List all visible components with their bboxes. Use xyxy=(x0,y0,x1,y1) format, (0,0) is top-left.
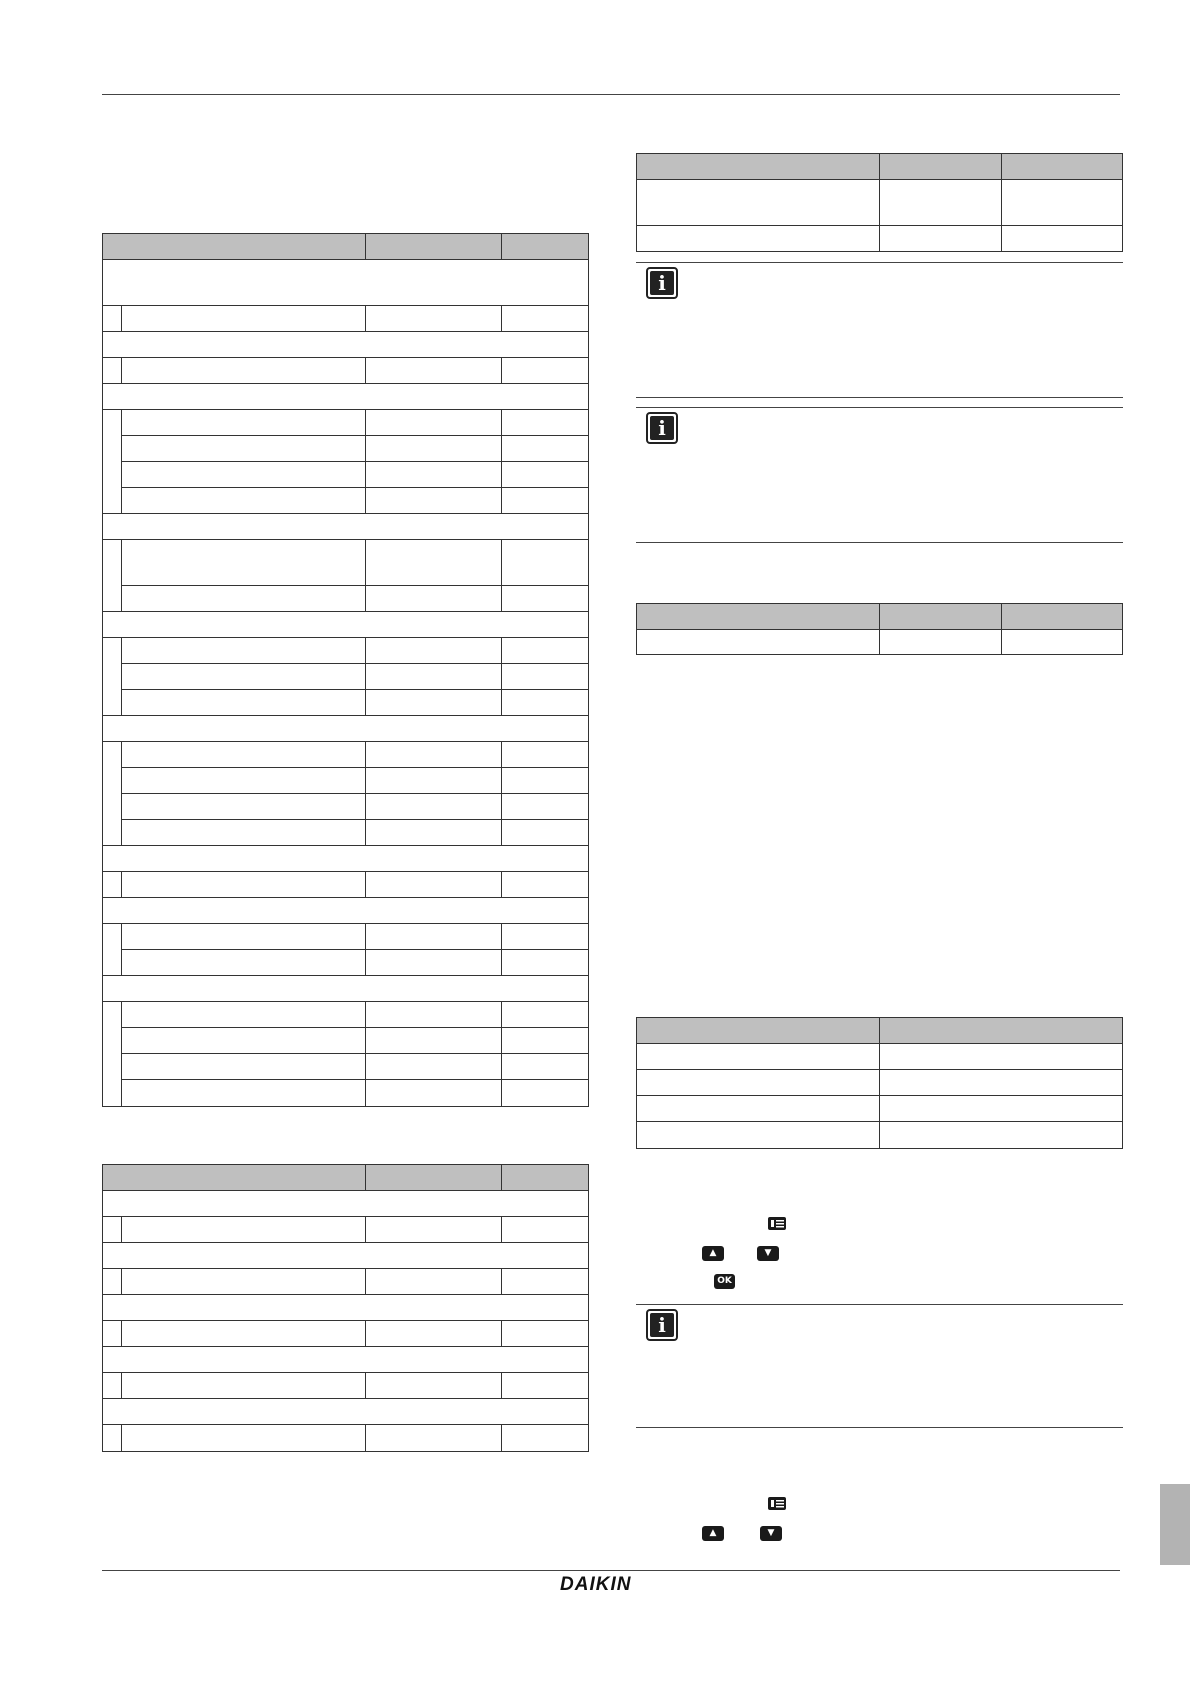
note-2-top-rule xyxy=(636,407,1123,408)
note-1-top-rule xyxy=(636,262,1123,263)
note-3-bottom-rule xyxy=(636,1427,1123,1428)
footer-rule xyxy=(102,1570,1120,1571)
brand-logo: DAIKIN xyxy=(560,1574,632,1595)
up-button-icon: ▲ xyxy=(702,1526,724,1541)
menu-icon xyxy=(767,1496,787,1511)
info-icon: i xyxy=(646,1309,678,1341)
note-3-top-rule xyxy=(636,1304,1123,1305)
note-2-bottom-rule xyxy=(636,542,1123,543)
info-icon: i xyxy=(646,412,678,444)
header-rule xyxy=(102,94,1120,95)
side-tab xyxy=(1160,1484,1190,1565)
menu-icon xyxy=(767,1216,787,1231)
info-icon: i xyxy=(646,267,678,299)
table-frame xyxy=(102,1164,589,1452)
up-button-icon: ▲ xyxy=(702,1246,724,1261)
down-button-icon: ▼ xyxy=(760,1526,782,1541)
note-1-bottom-rule xyxy=(636,397,1123,398)
ok-button-icon: OK xyxy=(714,1274,735,1289)
down-button-icon: ▼ xyxy=(757,1246,779,1261)
